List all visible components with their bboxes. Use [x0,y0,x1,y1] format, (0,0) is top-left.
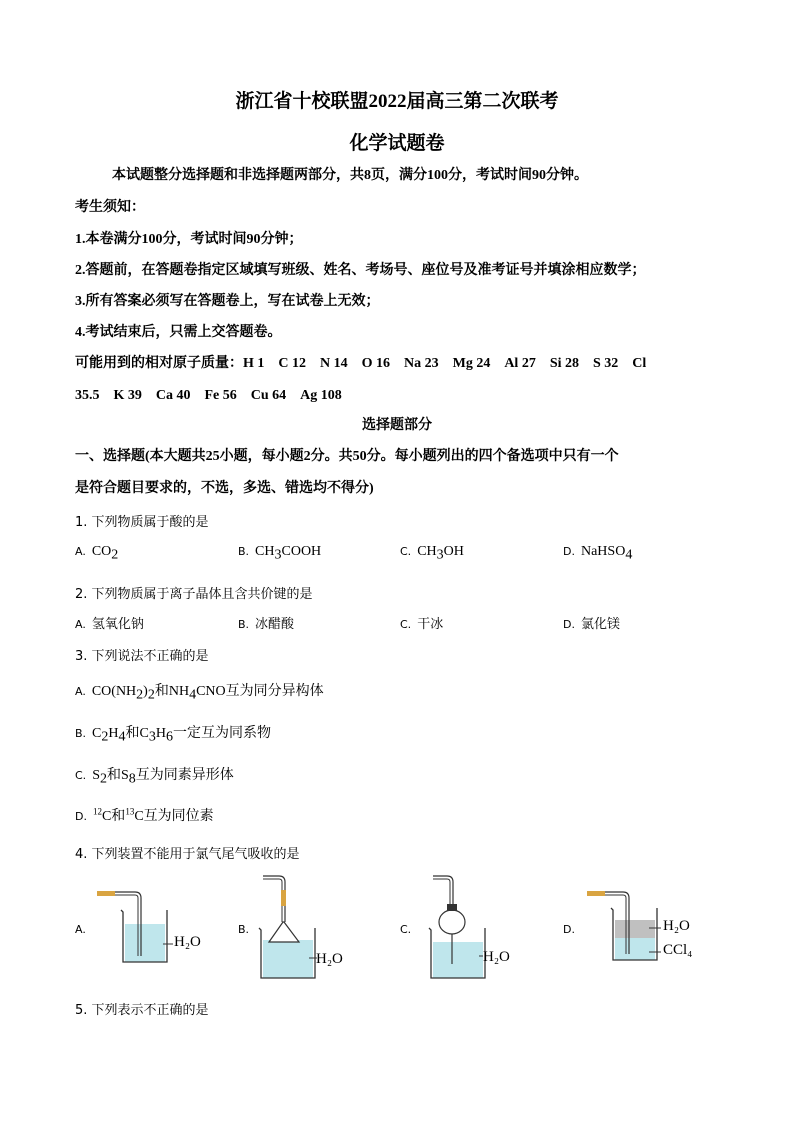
option-subscript: 4 [625,547,633,563]
notice-item-2: 2.答题前，在答题卷指定区域填写班级、姓名、考场号、座位号及准考证号并填涂相应数学； [75,263,646,278]
beaker-water [433,942,483,978]
option-label: B. [238,618,250,631]
question-3-option-d [75,805,214,825]
option-label: A. [75,545,86,558]
option-formula: 互为同素异形体 [135,768,234,783]
question-4-option-b-label [238,922,255,937]
option-formula: NaHSO [580,544,626,559]
option-subscript: 3 [148,729,156,745]
question-1-option-d [563,544,632,564]
option-subscript: 3 [436,547,444,563]
option-formula-tail: OH [443,544,464,559]
question-4-option-a-label [75,922,92,937]
question-1-option-b [238,544,321,564]
option-label: D. [75,810,87,823]
notice-item-4: 4.考试结束后，只需上交答题卷。 [75,325,282,340]
tube-connector [281,890,286,906]
option-formula: CO [91,544,112,559]
apparatus-b-liquid-label: H₂O [316,951,343,967]
question-1-option-c [400,544,464,564]
apparatus-c-liquid-label: H₂O [483,949,510,965]
option-text: 氯化镁 [580,617,620,632]
question-1-option-a [75,544,118,564]
option-formula: CNO互为同分异构体 [196,684,324,699]
option-label: A. [75,923,86,936]
option-formula: CO(NH [91,684,137,699]
exam-title: 浙江省十校联盟2022届高三第二次联考 [235,91,559,112]
option-label: C. [400,618,412,631]
section-instruction-1: 一、选择题(本大题共25小题，每小题2分。共50分。每小题列出的四个备选项中只有一个 [75,449,619,464]
section-title: 选择题部分 [362,418,432,433]
option-formula-tail: COOH [281,544,322,559]
option-formula: CH [255,544,275,559]
question-4-option-d-label [563,922,581,937]
option-superscript: 12 [92,806,102,817]
option-formula: C和 [101,809,126,824]
water-layer [615,920,655,938]
option-subscript: 4 [118,729,126,745]
apparatus-b-diagram [255,870,375,985]
option-formula: H [155,726,166,741]
option-label: C. [75,769,87,782]
option-formula: 一定互为同系物 [172,726,271,741]
option-subscript: 2 [99,771,107,787]
question-2-option-d [563,613,620,632]
notice-item-3: 3.所有答案必须写在答题卷上，写在试卷上无效； [75,294,380,309]
option-text: 冰醋酸 [255,617,295,632]
option-label: D. [563,923,575,936]
option-label: B. [238,923,250,936]
question-3-option-c [75,764,234,788]
delivery-tube-inner [263,879,282,922]
option-subscript: 3 [274,547,282,563]
option-text: 氢氧化钠 [91,617,144,632]
inverted-funnel [269,922,299,942]
question-2-option-c [400,613,443,632]
option-formula: C [92,726,102,741]
option-formula: S [92,768,100,783]
apparatus-d-bottom-liquid-label: CCl₄ [663,942,693,958]
option-formula: 和NH [154,684,190,699]
option-label: A. [75,618,86,631]
option-label: C. [400,923,412,936]
option-formula: CH [417,544,437,559]
option-subscript: 2 [111,547,119,563]
option-label: C. [400,545,412,558]
option-formula: H [108,726,119,741]
question-2-stem: 2. 下列物质属于离子晶体且含共价键的是 [75,587,313,602]
option-formula: 和S [106,768,129,783]
option-text: 干冰 [417,617,444,632]
atomic-mass-line-2: 35.5 K 39 Ca 40 Fe 56 Cu 64 Ag 108 [75,388,342,403]
notice-item-1: 1.本卷满分100分，考试时间90分钟； [75,232,303,247]
bulb-stopper [447,904,457,911]
option-superscript: 13 [125,806,135,817]
beaker-water [263,940,313,978]
ccl4-layer [615,938,655,960]
option-subscript: 6 [165,729,173,745]
apparatus-c-diagram [425,870,545,985]
beaker-water [125,924,165,962]
atomic-mass-line-1: 可能用到的相对原子质量：H 1 C 12 N 14 O 16 Na 23 Mg 24 Al 27 Si 28 S 32 Cl [75,356,647,371]
question-2-option-b [238,613,294,632]
option-label: B. [238,545,250,558]
notice-heading: 考生须知： [75,200,145,215]
option-label: D. [563,618,575,631]
question-4-option-c-label [400,922,417,937]
exam-subtitle: 化学试题卷 [349,133,445,154]
section-instruction-2: 是符合题目要求的，不选，多选、错选均不得分) [75,481,374,496]
apparatus-a-diagram [95,880,215,970]
question-2-option-a [75,613,144,632]
apparatus-a-liquid-label: H₂O [174,934,201,950]
option-formula: C互为同位素 [134,809,214,824]
option-label: B. [75,727,87,740]
drying-bulb [439,910,465,934]
question-4-stem: 4. 下列装置不能用于氯气尾气吸收的是 [75,847,300,862]
apparatus-d-top-liquid-label: H₂O [663,918,690,934]
option-label: D. [563,545,575,558]
question-3-stem: 3. 下列说法不正确的是 [75,649,209,664]
tube-connector [587,891,605,896]
intro-text: 本试题整分选择题和非选择题两部分，共8页，满分100分，考试时间90分钟。 [112,168,588,183]
option-subscript: 2 [136,687,144,703]
option-subscript: 8 [128,771,136,787]
question-1-stem: 1. 下列物质属于酸的是 [75,515,209,530]
question-3-option-b [75,722,271,746]
option-subscript: 2 [101,729,109,745]
question-5-stem: 5. 下列表示不正确的是 [75,1003,209,1018]
option-formula: ) [143,684,148,699]
question-3-option-a [75,680,324,704]
option-label: A. [75,685,86,698]
option-formula: 和C [125,726,149,741]
option-subscript: 2 [147,687,155,703]
tube-connector [97,891,115,896]
option-subscript: 4 [189,687,197,703]
